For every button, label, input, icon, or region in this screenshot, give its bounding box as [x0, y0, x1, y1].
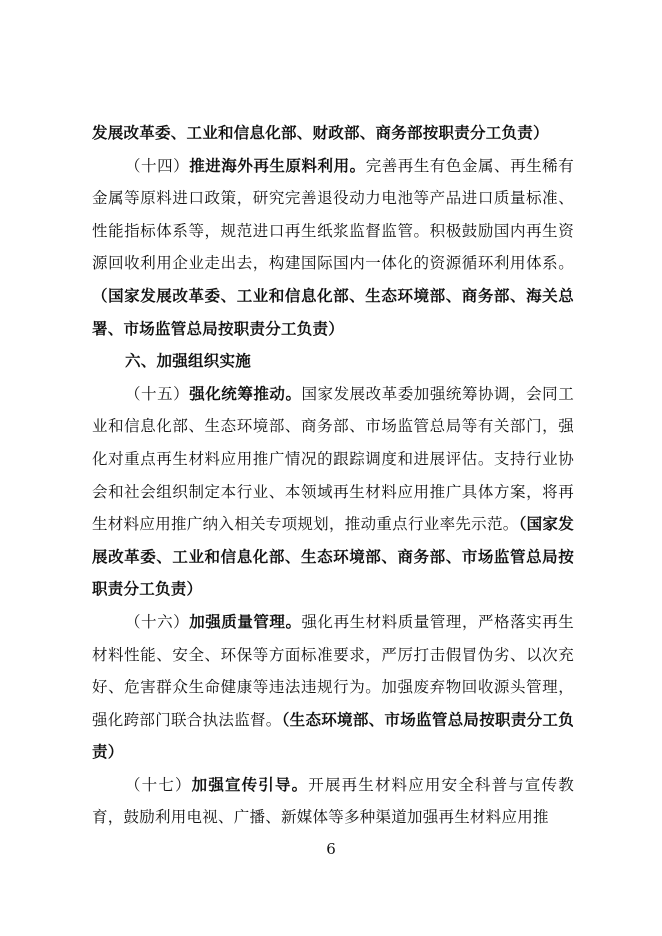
- item-16-number: （十六）: [125, 612, 190, 631]
- item-16-paragraph: [92, 606, 574, 769]
- item-17-body: 开展再生材料应用安全科普与宣传教育，鼓励利用电视、广播、新媒体等多种渠道加强再生材料应用推: [92, 775, 574, 827]
- section-6-heading: 六、加强组织实施: [125, 352, 252, 371]
- item-16-title: 加强质量管理。: [189, 612, 302, 631]
- page-number: 6: [326, 840, 336, 858]
- item-16-responsibility: （生态环境部、市场监管总局按职责分工负责）: [92, 710, 574, 762]
- item-15-responsibility: （国家发展改革委、工业和信息化部、生态环境部、商务部、市场监管总局按职责分工负责）: [92, 515, 574, 599]
- carryover-paragraph: [92, 117, 574, 150]
- item-14-responsibility: （国家发展改革委、工业和信息化部、生态环境部、商务部、海关总署、市场监管总局按职责分工负责）: [92, 286, 574, 338]
- item-14-body: 完善再生有色金属、再生稀有金属等原料进口政策，研究完善退役动力电池等产品进口质量标准、性能指标体系等，规范进口再生纸浆监督监管。积极鼓励国内再生资源回收利用企业走出去，构建国际国内一体化的资源循环利用体系。: [92, 156, 574, 273]
- item-17-title: 加强宣传引导。: [191, 775, 309, 794]
- page-body: [92, 117, 574, 834]
- item-15-number: （十五）: [125, 384, 190, 403]
- item-14-title: 推进海外再生原料利用。: [189, 156, 366, 175]
- item-17-number: （十七）: [125, 775, 192, 794]
- carryover-responsibility: 发展改革委、工业和信息化部、财政部、商务部按职责分工负责）: [92, 124, 549, 142]
- item-17-paragraph: [92, 769, 574, 834]
- item-15-body: 国家发展改革委加强统筹协调，会同工业和信息化部、生态环境部、商务部、市场监管总局等有关部门，强化对重点再生材料应用推广情况的跟踪调度和进展评估。支持行业协会和社会组织制定本行业、本领域再生材料应用推广具体方案，将再生材料应用推广纳入相关专项规划，推动重点行业率先示范。: [92, 384, 574, 534]
- item-14-paragraph: [92, 150, 574, 346]
- item-16-body: 强化再生材料质量管理，严格落实再生材料性能、安全、环保等方面标准要求，严厉打击假冒伪劣、以次充好、危害群众生命健康等违法违规行为。加强废弃物回收源头管理，强化跨部门联合执法监督。: [92, 612, 574, 729]
- item-15-title: 强化统筹推动。: [189, 384, 302, 403]
- item-15-paragraph: [92, 378, 574, 606]
- item-14-number: （十四）: [125, 156, 190, 175]
